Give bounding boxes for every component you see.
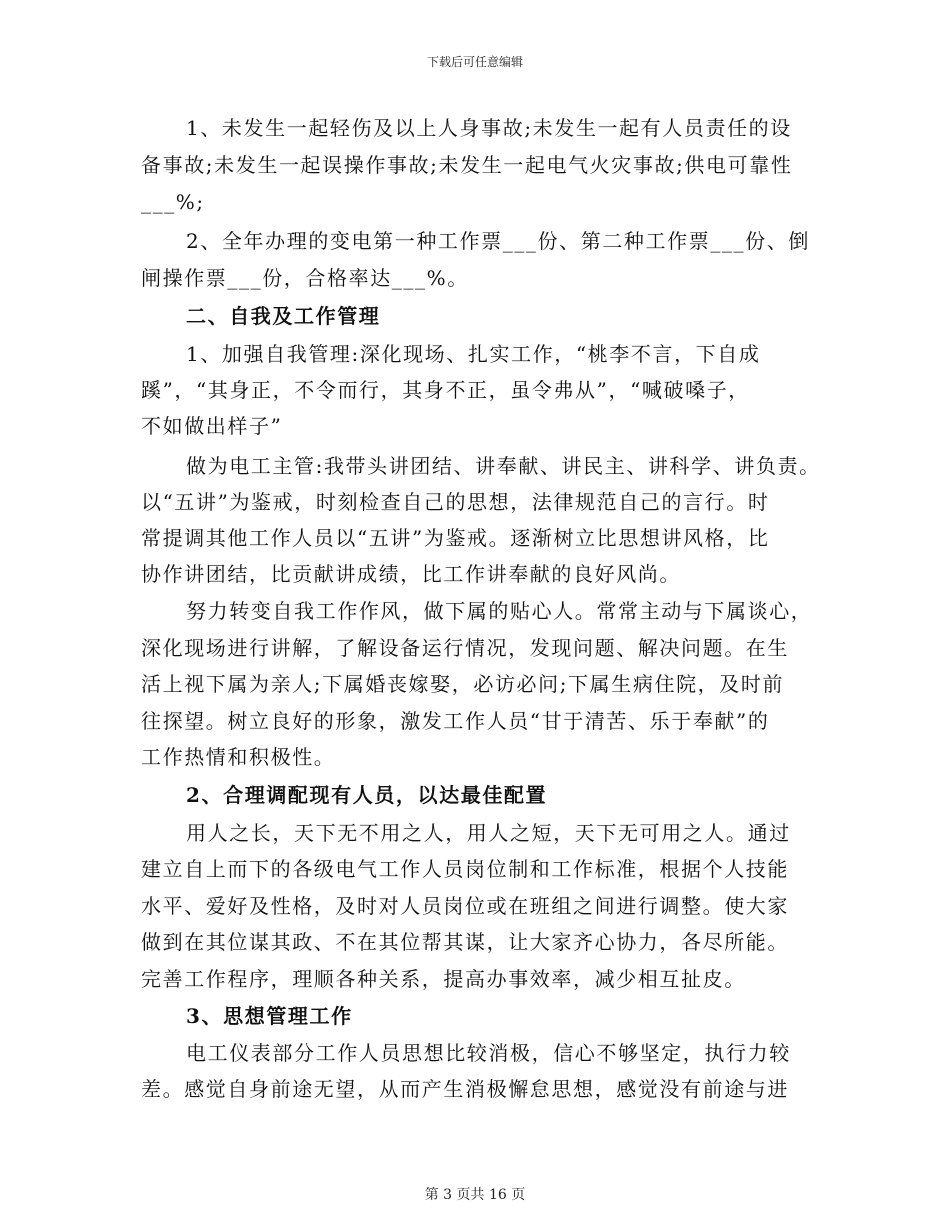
text-line: 电工仪表部分工作人员思想比较消极，信心不够坚定，执行力较 [186, 1041, 791, 1065]
page-number: 第 3 页共 16 页 [424, 1187, 526, 1203]
text-line: 工作热情和积极性。 [141, 745, 336, 769]
section-heading: 3、思想管理工作 [186, 1004, 353, 1028]
text-line: 闸操作票___份，合格率达___%。 [141, 266, 469, 290]
text-line: 差。感觉自身前途无望，从而产生消极懈怠思想，感觉没有前途与进 [141, 1077, 789, 1101]
text-line: 往探望。树立良好的形象，激发工作人员“甘于清苦、乐于奉献”的 [141, 709, 770, 733]
text-line: ___%; [141, 190, 205, 214]
section-heading: 二、自我及工作管理 [186, 304, 381, 328]
text-line: 常提调其他工作人员以“五讲”为鉴戒。逐渐树立比思想讲风格，比 [141, 526, 770, 550]
text-line: 1、加强自我管理:深化现场、扎实工作，“桃李不言，下自成 [186, 342, 761, 366]
text-line: 深化现场进行讲解，了解设备运行情况，发现问题、解决问题。在生 [141, 636, 789, 660]
text-line: 做为电工主管:我带头讲团结、讲奉献、讲民主、讲科学、讲负责。 [186, 454, 821, 478]
text-line: 协作讲团结，比贡献讲成绩，比工作讲奉献的良好风尚。 [141, 562, 681, 586]
text-line: 不如做出样子” [141, 414, 283, 438]
text-line: 1、未发生一起轻伤及以上人身事故;未发生一起有人员责任的设 [186, 116, 792, 140]
text-line: 用人之长，天下无不用之人，用人之短，天下无可用之人。通过 [186, 821, 791, 845]
text-line: 蹊”，“其身正，不令而行，其身不正，虽令弗从”，“喊破嗓子， [141, 378, 750, 402]
text-line: 备事故;未发生一起误操作事故;未发生一起电气火灾事故;供电可靠性 [141, 153, 793, 177]
text-line: 努力转变自我工作作风，做下属的贴心人。常常主动与下属谈心， [186, 599, 813, 623]
text-line: 水平、爱好及性格，及时对人员岗位或在班组之间进行调整。使大家 [141, 894, 789, 918]
text-line: 建立自上而下的各级电气工作人员岗位制和工作标准，根据个人技能 [141, 857, 789, 881]
text-line: 活上视下属为亲人;下属婚丧嫁娶，必访必问;下属生病住院，及时前 [141, 672, 785, 696]
section-heading: 2、合理调配现有人员，以达最佳配置 [186, 783, 548, 807]
text-line: 完善工作程序，理顺各种关系，提高办事效率，减少相互扯皮。 [141, 967, 746, 991]
page-header-note: 下载后可任意编辑 [426, 55, 523, 69]
text-line: 以“五讲”为鉴戒，时刻检查自己的思想，法律规范自己的言行。时 [141, 490, 770, 514]
text-line: 做到在其位谋其政、不在其位帮其谋，让大家齐心协力，各尽所能。 [141, 930, 789, 954]
text-line: 2、全年办理的变电第一种工作票___份、第二种工作票___份、倒 [186, 229, 810, 253]
